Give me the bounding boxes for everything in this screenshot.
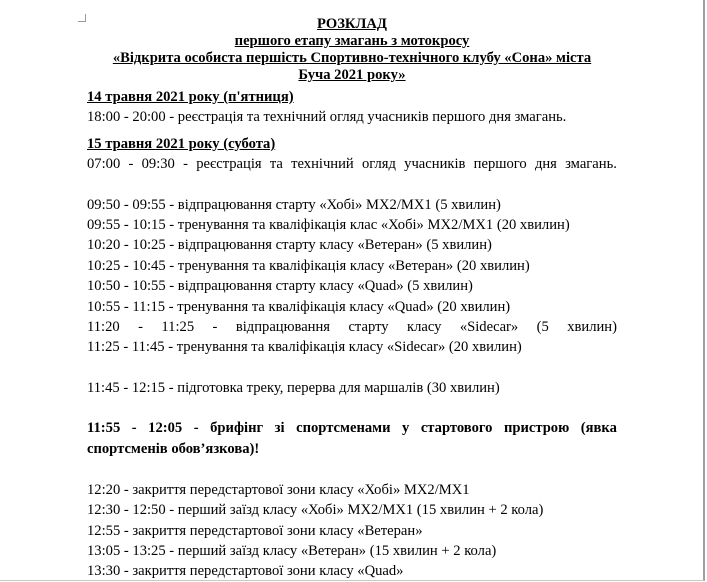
schedule-item: 12:20 - закриття передстартової зони класу «Хобі» MX2/MX1 <box>87 481 470 498</box>
registration-word: - <box>183 156 188 173</box>
sidecar-start-line <box>87 317 617 337</box>
sidecar-start-word: відпрацювання <box>235 319 331 336</box>
schedule-item: 10:50 - 10:55 - відпрацювання старту класу «Quad» (5 хвилин) <box>87 278 473 295</box>
registration-word: учасників <box>404 156 466 173</box>
schedule-block-2 <box>87 337 617 357</box>
title-line-3: «Відкрита особиста першість Спортивно-технічного клубу «Сона» міста <box>112 50 592 66</box>
registration-word: огляд <box>361 156 396 173</box>
document-title <box>87 16 617 84</box>
schedule-item: 09:50 - 09:55 - відпрацювання старту «Хобі» MX2/MX1 (5 хвилин) <box>87 196 501 213</box>
sidecar-start-word: класу <box>406 319 442 336</box>
margin-corner-mark <box>78 14 86 22</box>
schedule-block-1 <box>87 195 617 317</box>
registration-word: - <box>128 156 134 173</box>
sidecar-start-word: 11:25 <box>161 319 195 336</box>
title-line-2: першого етапу змагань з мотокросу <box>234 33 470 49</box>
briefing-line-2: спортсменів обов’язкова)! <box>87 440 260 457</box>
briefing-word: 11:55 <box>87 420 121 437</box>
sidecar-start-word: «Sidecar» <box>459 319 519 336</box>
title-line-1: РОЗКЛАД <box>317 16 387 32</box>
day2-registration-line <box>87 154 617 174</box>
registration-word: технічний <box>291 156 354 173</box>
briefing-word: стартового <box>420 420 493 437</box>
briefing-word: - <box>193 420 199 437</box>
schedule-item: 12:30 - 12:50 - перший заїзд класу «Хобі» MX2/MX1 (15 хвилин + 2 кола) <box>87 502 544 519</box>
schedule-item: 11:25 - 11:45 - тренування та кваліфікація класу «Sidecar» (20 хвилин) <box>87 339 522 356</box>
sidecar-start-word: 11:20 <box>87 319 120 336</box>
registration-word: та <box>269 156 283 173</box>
schedule-item: 13:05 - 13:25 - перший заїзд класу «Ветеран» (15 хвилин + 2 кола) <box>87 542 497 559</box>
document-page <box>87 16 617 582</box>
briefing-word: спортсменами <box>296 420 391 437</box>
sidecar-start-word: старту <box>348 319 389 336</box>
registration-word: змагань. <box>565 156 617 173</box>
registration-word: дня <box>534 156 557 173</box>
schedule-item: 10:20 - 10:25 - відпрацювання старту класу «Ветеран» (5 хвилин) <box>87 237 492 254</box>
schedule-item: 12:55 - закриття передстартової зони класу «Ветеран» <box>87 522 423 539</box>
briefing-word: - <box>131 420 137 437</box>
briefing-word: пристрою <box>503 420 570 437</box>
schedule-block-3 <box>87 480 617 582</box>
briefing-word: (явка <box>580 420 617 437</box>
briefing-word: 12:05 <box>148 420 183 437</box>
day2-heading: 15 травня 2021 року (субота) <box>87 135 276 152</box>
sidecar-start-word: - <box>212 319 218 336</box>
registration-word: 09:30 <box>141 156 175 173</box>
sidecar-start-word: - <box>138 319 143 336</box>
day1-item: 18:00 - 20:00 - реєстрація та технічний огляд учасників першого дня змагань. <box>87 109 567 126</box>
schedule-item: 13:30 - закриття передстартової зони класу «Quad» <box>87 563 404 580</box>
track-prep-line: 11:45 - 12:15 - підготовка треку, перерва для маршалів (30 хвилин) <box>87 379 500 396</box>
briefing-line-1 <box>87 418 617 438</box>
title-line-4: Буча 2021 року» <box>298 67 406 83</box>
briefing-word: брифінг <box>210 420 264 437</box>
schedule-item: 10:25 - 10:45 - тренування та кваліфікація класу «Ветеран» (20 хвилин) <box>87 257 530 274</box>
day1-heading: 14 травня 2021 року (п'ятниця) <box>87 89 294 105</box>
briefing-word: у <box>402 420 410 437</box>
schedule-item: 09:55 - 10:15 - тренування та кваліфікація клас «Хобі» MX2/MX1 (20 хвилин) <box>87 217 570 234</box>
schedule-item: 10:55 - 11:15 - тренування та кваліфікація класу «Quad» (20 хвилин) <box>87 298 511 315</box>
briefing-word: зі <box>274 420 285 437</box>
registration-word: реєстрація <box>196 156 262 173</box>
registration-word: 07:00 <box>87 156 121 173</box>
sidecar-start-word: (5 <box>536 319 549 336</box>
sidecar-start-word: хвилин) <box>567 319 617 336</box>
registration-word: першого <box>473 156 527 173</box>
